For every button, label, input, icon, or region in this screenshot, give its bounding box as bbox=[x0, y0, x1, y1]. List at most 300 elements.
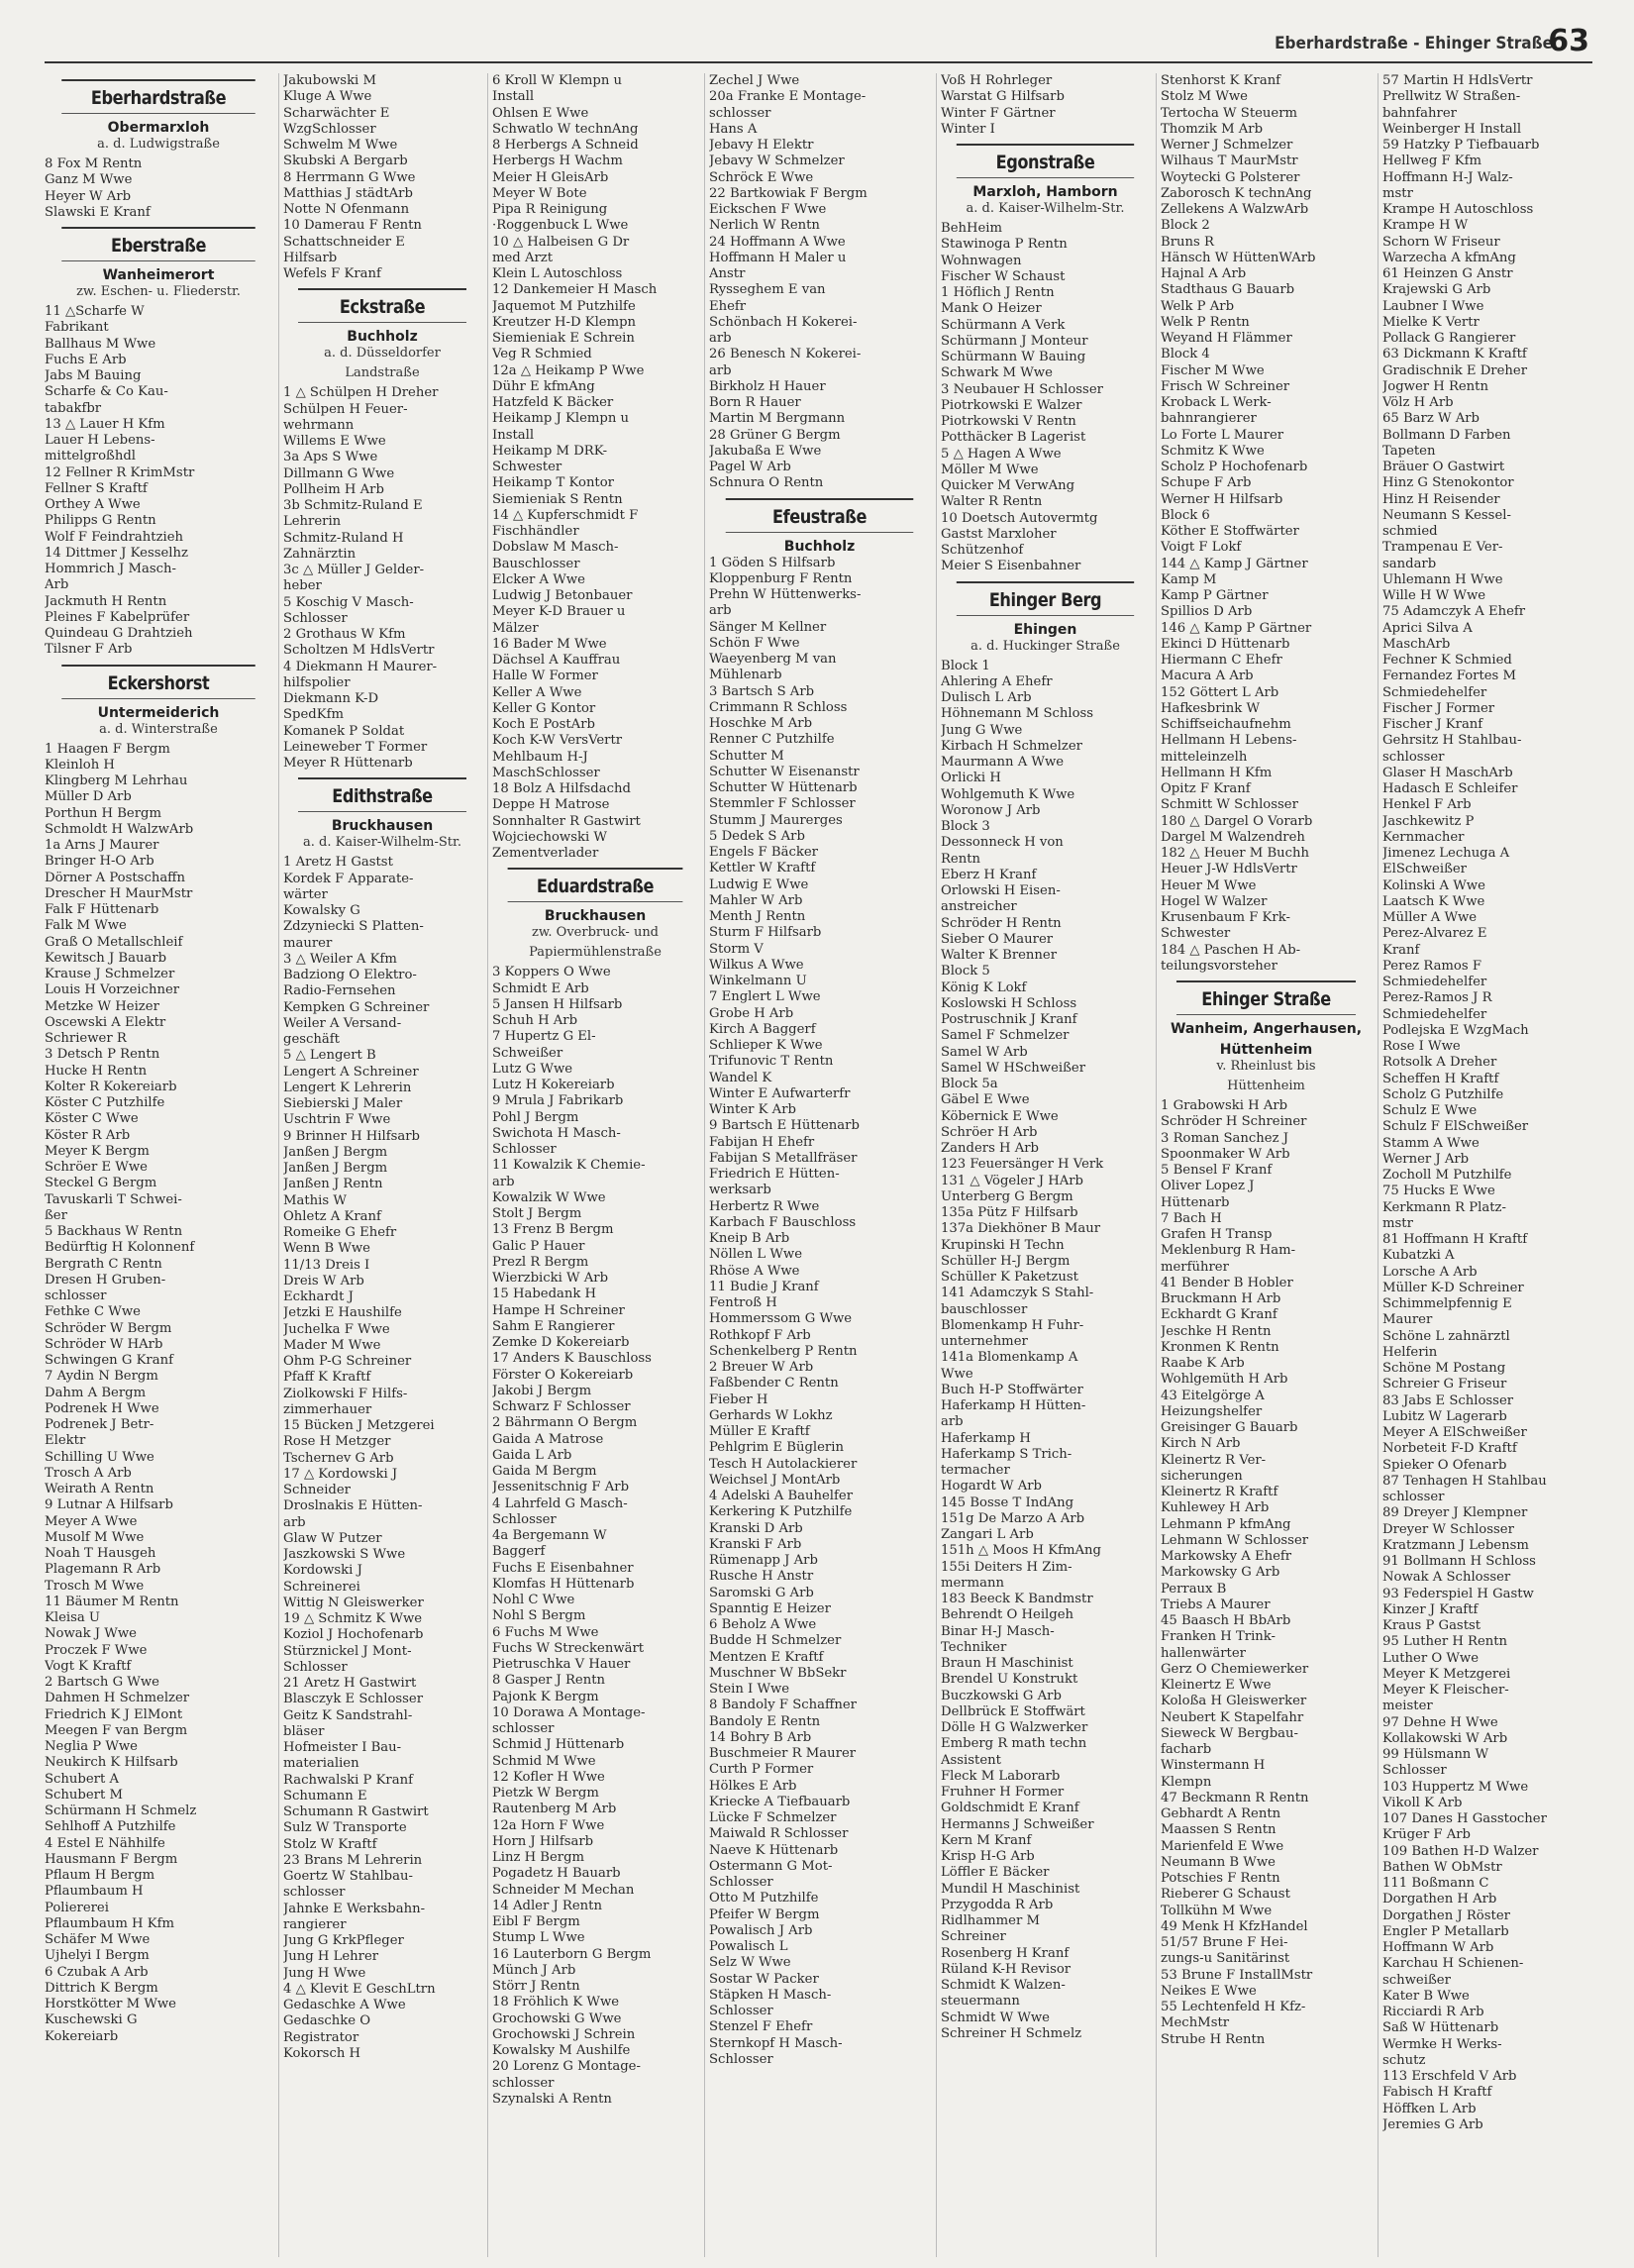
directory-entry: 152 Göttert L Arb bbox=[1161, 684, 1279, 700]
directory-entry: Goertz W Stahlbau- bbox=[283, 1869, 413, 1884]
directory-entry: Skubski A Bergarb bbox=[283, 154, 408, 169]
directory-entry: Nerlich W Rentn bbox=[709, 218, 820, 234]
directory-entry: Karchau H Schienen- bbox=[1382, 1956, 1524, 1972]
directory-entry: Podlejska E WzgMach bbox=[1382, 1022, 1529, 1038]
directory-entry: Graß O Metallschleif bbox=[45, 934, 183, 950]
directory-entry: Baggerf bbox=[492, 1544, 546, 1560]
directory-entry: Schwark M Wwe bbox=[941, 365, 1053, 381]
directory-entry: Kriecke A Tiefbauarb bbox=[709, 1794, 851, 1809]
directory-entry: Powalisch J Arb bbox=[709, 1922, 813, 1938]
directory-entry: anstreicher bbox=[941, 899, 1017, 915]
directory-entry: Laatsch K Wwe bbox=[1382, 893, 1485, 909]
directory-entry: 5 Backhaus W Rentn bbox=[45, 1224, 183, 1239]
directory-entry: Uschtrin F Wwe bbox=[283, 1112, 391, 1128]
directory-entry: mittelgroßhdl bbox=[45, 449, 136, 464]
directory-entry: Schimmelpfennig E bbox=[1382, 1296, 1512, 1311]
directory-entry: Tschernev G Arb bbox=[283, 1450, 394, 1466]
directory-entry: Buschmeier R Maurer bbox=[709, 1746, 857, 1761]
directory-entry: Kranski D Arb bbox=[709, 1520, 803, 1536]
directory-entry: Piotrkowski V Rentn bbox=[941, 414, 1076, 429]
directory-entry: Potthäcker B Lagerist bbox=[941, 430, 1086, 446]
directory-entry: Falk F Hüttenarb bbox=[45, 902, 159, 917]
directory-entry: Marienfeld E Wwe bbox=[1161, 1838, 1284, 1854]
directory-entry: Ujhelyi I Bergm bbox=[45, 1948, 150, 1964]
directory-entry: 5 Dedek S Arb bbox=[709, 828, 805, 844]
directory-entry: Block 1 bbox=[941, 658, 990, 673]
directory-entry: Swichota H Masch- bbox=[492, 1125, 621, 1141]
directory-entry: Buczkowski G Arb bbox=[941, 1688, 1062, 1703]
directory-entry: Louis H Vorzeichner bbox=[45, 982, 180, 998]
directory-entry: 144 △ Kamp J Gärtner bbox=[1161, 556, 1308, 571]
directory-entry: Karbach F Bauschloss bbox=[709, 1214, 857, 1230]
directory-entry: schutz bbox=[1382, 2052, 1426, 2068]
directory-entry: Assistent bbox=[941, 1752, 1001, 1768]
directory-entry: 1a Arns J Maurer bbox=[45, 838, 159, 853]
directory-entry: Eickschen F Wwe bbox=[709, 202, 827, 217]
directory-entry: Scholz P Hochofenarb bbox=[1161, 460, 1308, 474]
directory-entry: Lauer H Lebens- bbox=[45, 433, 155, 448]
directory-entry: Rose H Metzger bbox=[283, 1434, 391, 1450]
directory-entry: Schmoldt H WalzwArb bbox=[45, 821, 194, 837]
directory-entry: Gastst Marxloher bbox=[941, 526, 1057, 542]
directory-entry: 43 Eitelgörge A bbox=[1161, 1388, 1265, 1403]
directory-entry: Kern M Kranf bbox=[941, 1832, 1032, 1848]
directory-entry: Dobslaw M Masch- bbox=[492, 540, 619, 556]
directory-entry: Höhnemann M Schloss bbox=[941, 706, 1094, 722]
directory-entry: Neumann S Kessel- bbox=[1382, 507, 1511, 523]
directory-entry: 2 Bartsch G Wwe bbox=[45, 1675, 159, 1690]
directory-entry: Scholtzen M HdlsVertr bbox=[283, 643, 435, 659]
directory-entry: schmied bbox=[1382, 524, 1438, 539]
directory-entry: Rachwalski P Kranf bbox=[283, 1772, 413, 1788]
directory-entry: Wilkus A Wwe bbox=[709, 957, 804, 973]
directory-entry: Dahmen H Schmelzer bbox=[45, 1691, 190, 1706]
directory-entry: bahnrangierer bbox=[1161, 411, 1257, 427]
directory-entry: Schutter M bbox=[709, 748, 784, 764]
directory-entry: Prehn W Hüttenwerks- bbox=[709, 587, 862, 602]
directory-entry: Dorgathen J Röster bbox=[1382, 1907, 1510, 1923]
directory-entry: heber bbox=[283, 578, 322, 594]
directory-entry: Tilsner F Arb bbox=[45, 642, 133, 658]
directory-entry: Oliver Lopez J bbox=[1161, 1179, 1255, 1194]
directory-entry: Fieber H bbox=[709, 1392, 768, 1407]
directory-entry: Pollheim H Arb bbox=[283, 481, 384, 497]
directory-entry: Siemieniak E Schrein bbox=[492, 331, 635, 346]
directory-entry: Jeremies G Arb bbox=[1382, 2116, 1483, 2132]
directory-entry: Köster R Arb bbox=[45, 1127, 131, 1143]
directory-column bbox=[936, 73, 1150, 2257]
directory-entry: Menth J Rentn bbox=[709, 909, 806, 924]
directory-entry: Mühlenarb bbox=[709, 668, 782, 683]
directory-entry: Schenkelberg P Rentn bbox=[709, 1343, 858, 1359]
directory-entry: 151g De Marzo A Arb bbox=[941, 1510, 1085, 1526]
directory-entry: Schattschneider E bbox=[283, 234, 405, 250]
directory-entry: Fethke C Wwe bbox=[45, 1304, 141, 1320]
directory-entry: Jebavy H Elektr bbox=[709, 138, 814, 153]
directory-entry: 12a Horn F Wwe bbox=[492, 1817, 605, 1833]
directory-entry: Lengert K Lehrerin bbox=[283, 1080, 412, 1095]
directory-entry: Janßen J Bergm bbox=[283, 1144, 388, 1160]
directory-entry: ElSchweißer bbox=[1382, 862, 1467, 877]
directory-entry: Jung G Wwe bbox=[941, 722, 1023, 738]
directory-entry: Eckhardt J bbox=[283, 1289, 354, 1304]
directory-entry: 3 Detsch P Rentn bbox=[45, 1047, 160, 1063]
directory-entry: Scholz G Putzhilfe bbox=[1382, 1086, 1504, 1102]
directory-entry: 24 Hoffmann A Wwe bbox=[709, 234, 846, 250]
directory-entry: 15 Bücken J Metzgerei bbox=[283, 1418, 435, 1433]
directory-entry: schlosser bbox=[709, 105, 771, 121]
directory-entry: Budde H Schmelzer bbox=[709, 1633, 842, 1649]
directory-entry: Ballhaus M Wwe bbox=[45, 336, 156, 352]
directory-entry: Rose I Wwe bbox=[1382, 1039, 1461, 1054]
directory-entry: Lutz H Kokereiarb bbox=[492, 1078, 615, 1092]
directory-entry: Schüller H-J Bergm bbox=[941, 1253, 1071, 1269]
directory-entry: Ostermann G Mot- bbox=[709, 1858, 833, 1874]
directory-entry: Hommrich J Masch- bbox=[45, 562, 176, 576]
directory-entry: Jakubowski M bbox=[283, 73, 376, 88]
directory-entry: Fuchs E Eisenbahner bbox=[492, 1560, 634, 1576]
directory-entry: Fischer J Kranf bbox=[1382, 717, 1483, 732]
directory-entry: 151h △ Moos H KfmAng bbox=[941, 1543, 1101, 1559]
directory-entry: Winter F Gärtner bbox=[941, 105, 1056, 121]
directory-entry: Hilfsarb bbox=[283, 250, 338, 265]
directory-entry: Meyer K Metzgerei bbox=[1382, 1666, 1511, 1682]
directory-entry: Zahnärztin bbox=[283, 546, 357, 562]
directory-entry: Kempken G Schreiner bbox=[283, 999, 430, 1015]
directory-entry: Lorsche A Arb bbox=[1382, 1264, 1478, 1280]
directory-entry: Naeve K Hüttenarb bbox=[709, 1842, 839, 1858]
directory-entry: Fleck M Laborarb bbox=[941, 1768, 1061, 1784]
directory-entry: Neikes E Wwe bbox=[1161, 1983, 1257, 1999]
directory-entry: Bruckmann H Arb bbox=[1161, 1291, 1281, 1306]
directory-entry: Glaser H MaschArb bbox=[1382, 765, 1513, 780]
directory-entry: 26 Benesch N Kokerei- bbox=[709, 347, 862, 362]
directory-entry: Schwester bbox=[492, 460, 562, 474]
directory-entry: Welk P Rentn bbox=[1161, 314, 1250, 330]
directory-entry: Herbertz R Wwe bbox=[709, 1198, 820, 1214]
directory-entry: Weiler A Versand- bbox=[283, 1015, 402, 1031]
directory-entry: 97 Dehne H Wwe bbox=[1382, 1714, 1498, 1730]
directory-entry: Gäbel E Wwe bbox=[941, 1092, 1030, 1108]
directory-entry: Trosch M Wwe bbox=[45, 1578, 145, 1594]
directory-entry: 14 Dittmer J Kesselhz bbox=[45, 545, 188, 561]
directory-entry: Ziolkowski F Hilfs- bbox=[283, 1386, 408, 1401]
directory-entry: Haferkamp H Hütten- bbox=[941, 1398, 1086, 1413]
directory-entry: Löffler E Bäcker bbox=[941, 1865, 1050, 1881]
directory-entry: Schüller K Paketzust bbox=[941, 1270, 1078, 1285]
directory-entry: Blomenkamp H Fuhr- bbox=[941, 1317, 1084, 1333]
directory-entry: Herbergs H Wachm bbox=[492, 154, 623, 169]
directory-entry: 8 Herrmann G Wwe bbox=[283, 169, 416, 185]
directory-entry: Thomzik M Arb bbox=[1161, 121, 1264, 137]
directory-entry: Rhöse A Wwe bbox=[709, 1263, 800, 1279]
directory-entry: Nohl C Wwe bbox=[492, 1593, 575, 1607]
directory-entry: arb bbox=[283, 1514, 306, 1530]
directory-entry: Jaschkewitz P bbox=[1382, 813, 1475, 829]
page-header-title: Eberhardstraße - Ehinger Straße bbox=[1275, 34, 1553, 53]
directory-entry: unternehmer bbox=[941, 1334, 1028, 1349]
directory-entry: Welk P Arb bbox=[1161, 298, 1235, 314]
directory-entry: Schumann E bbox=[283, 1788, 367, 1804]
directory-entry: Schlosser bbox=[709, 2051, 773, 2067]
directory-entry: Laubner I Wwe bbox=[1382, 298, 1484, 314]
directory-entry: geschäft bbox=[283, 1032, 340, 1047]
directory-entry: Dillmann G Wwe bbox=[283, 465, 395, 481]
directory-entry: 12 Kofler H Wwe bbox=[492, 1769, 605, 1785]
directory-entry: 16 Lauterborn G Bergm bbox=[492, 1946, 652, 1962]
directory-entry: Schürmann A Verk bbox=[941, 317, 1066, 333]
directory-entry: Gerz O Chemiewerker bbox=[1161, 1661, 1309, 1677]
directory-entry: 47 Beckmann R Rentn bbox=[1161, 1790, 1309, 1805]
directory-entry: Schweißer bbox=[492, 1045, 563, 1061]
directory-entry: 75 Adamczyk A Ehefr bbox=[1382, 604, 1526, 620]
directory-entry: Ehefr bbox=[709, 298, 747, 314]
directory-entry: 5 △ Lengert B bbox=[283, 1048, 376, 1064]
directory-entry: Kleinertz E Wwe bbox=[1161, 1678, 1272, 1693]
directory-entry: Dittrich K Bergm bbox=[45, 1980, 158, 1996]
directory-entry: Krause J Schmelzer bbox=[45, 967, 175, 981]
directory-entry: Schmiedehelfer bbox=[1382, 1006, 1487, 1022]
directory-entry: Stein I Wwe bbox=[709, 1682, 790, 1697]
directory-entry: Kowalsky M Aushilfe bbox=[492, 2043, 631, 2058]
directory-entry: Block 4 bbox=[1161, 347, 1210, 362]
directory-entry: Kordek F Apparate- bbox=[283, 871, 414, 886]
directory-entry: Slawski E Kranf bbox=[45, 204, 151, 220]
directory-entry: Zechel J Wwe bbox=[709, 73, 800, 88]
directory-entry: 10 Dorawa A Montage- bbox=[492, 1704, 646, 1720]
directory-entry: Köster C Putzhilfe bbox=[45, 1095, 165, 1110]
directory-entry: Vikoll K Arb bbox=[1382, 1795, 1463, 1810]
directory-entry: Maiwald R Schlosser bbox=[709, 1826, 849, 1842]
directory-entry: Unterberg G Bergm bbox=[941, 1188, 1073, 1204]
directory-entry: Sehlhoff A Putzhilfe bbox=[45, 1819, 176, 1835]
directory-entry: Sonnhalter R Gastwirt bbox=[492, 813, 641, 829]
directory-entry: 8 Bandoly F Schaffner bbox=[709, 1698, 857, 1713]
directory-entry: 91 Bollmann H Schloss bbox=[1382, 1554, 1536, 1569]
directory-entry: Falk M Wwe bbox=[45, 918, 127, 934]
directory-entry: Bedürftig H Kolonnenf bbox=[45, 1240, 195, 1256]
directory-entry: Bringer H-O Arb bbox=[45, 854, 154, 870]
directory-entry: Jakubaßa E Wwe bbox=[709, 443, 822, 459]
directory-entry: 49 Menk H KfzHandel bbox=[1161, 1918, 1308, 1934]
directory-entry: Schlosser bbox=[1382, 1763, 1447, 1779]
directory-entry: Winter E Aufwarterfr bbox=[709, 1085, 851, 1101]
directory-entry: Engler P Metallarb bbox=[1382, 1923, 1509, 1939]
directory-entry: Eibl F Bergm bbox=[492, 1914, 580, 1929]
directory-entry: Kleinertz R Kraftf bbox=[1161, 1485, 1278, 1499]
directory-entry: Stadthaus G Bauarb bbox=[1161, 282, 1295, 298]
directory-entry: Hadasch E Schleifer bbox=[1382, 781, 1518, 796]
directory-entry: Kerkmann R Platz- bbox=[1382, 1199, 1506, 1215]
directory-entry: Jaszkowski S Wwe bbox=[283, 1547, 406, 1562]
directory-entry: 1 Haagen F Bergm bbox=[45, 741, 170, 757]
directory-entry: Spieker O Ofenarb bbox=[1382, 1457, 1507, 1473]
directory-entry: Rentn bbox=[941, 851, 981, 867]
directory-entry: Schlosser bbox=[492, 1142, 557, 1157]
directory-entry: Janßen J Rentn bbox=[283, 1177, 383, 1192]
directory-entry: Macura A Arb bbox=[1161, 669, 1254, 684]
directory-entry: Winter K Arb bbox=[709, 1102, 796, 1117]
directory-entry: Geitz K Sandstrahl- bbox=[283, 1707, 413, 1723]
directory-entry: 7 Englert L Wwe bbox=[709, 989, 821, 1005]
directory-entry: ßer bbox=[45, 1207, 67, 1223]
directory-entry: Podrenek H Wwe bbox=[45, 1400, 159, 1416]
directory-entry: Heuer J-W HdlsVertr bbox=[1161, 862, 1297, 877]
directory-entry: Hinz G Stenokontor bbox=[1382, 475, 1514, 491]
directory-entry: 11 Kowalzik K Chemie- bbox=[492, 1158, 646, 1174]
directory-entry: Rümenapp J Arb bbox=[709, 1553, 818, 1568]
directory-entry: Krisp H-G Arb bbox=[941, 1849, 1035, 1864]
header-rule bbox=[45, 61, 1592, 63]
street-location: a. d. Kaiser-Wilhelm-Str. bbox=[966, 201, 1125, 216]
directory-entry: 14 △ Kupferschmidt F bbox=[492, 507, 639, 523]
directory-entry: 182 △ Heuer M Buchh bbox=[1161, 846, 1310, 861]
directory-entry: Saromski G Arb bbox=[709, 1585, 814, 1600]
directory-entry: Schröer H Arb bbox=[941, 1124, 1038, 1140]
directory-entry: Gedaschke A Wwe bbox=[283, 1998, 406, 2012]
directory-entry: Tapeten bbox=[1382, 443, 1436, 459]
directory-entry: Bruns R bbox=[1161, 234, 1214, 250]
directory-entry: Schreier G Friseur bbox=[1382, 1377, 1507, 1392]
directory-entry: Grochowski G Wwe bbox=[492, 2010, 622, 2026]
directory-entry: Orlowski H Eisen- bbox=[941, 883, 1061, 898]
directory-entry: Arb bbox=[45, 577, 69, 593]
directory-entry: Radio-Fernsehen bbox=[283, 983, 396, 999]
directory-entry: 8 Herbergs A Schneid bbox=[492, 138, 639, 153]
directory-entry: Lehrerin bbox=[283, 514, 342, 530]
directory-entry: Stenhorst K Kranf bbox=[1161, 73, 1281, 88]
directory-entry: Schöne M Postang bbox=[1382, 1361, 1506, 1376]
directory-entry: Pflaumbaum H Kfm bbox=[45, 1915, 174, 1931]
directory-entry: Gehrsitz H Stahlbau- bbox=[1382, 733, 1522, 749]
district-name: Obermarxloh bbox=[107, 120, 210, 136]
street-location: Landstraße bbox=[345, 365, 420, 381]
directory-entry: Heikamp J Klempn u bbox=[492, 411, 629, 427]
directory-entry: Maassen S Rentn bbox=[1161, 1822, 1277, 1838]
directory-entry: 14 Adler J Rentn bbox=[492, 1898, 602, 1913]
directory-entry: Pflaumbaum H bbox=[45, 1884, 144, 1900]
directory-entry: 4a Bergemann W bbox=[492, 1528, 607, 1543]
directory-entry: Gerhards W Lokhz bbox=[709, 1407, 833, 1423]
directory-entry: Schlosser bbox=[709, 2004, 773, 2018]
directory-entry: Markowsky G Arb bbox=[1161, 1565, 1280, 1581]
district-name: Bruckhausen bbox=[544, 908, 647, 925]
directory-entry: Fabijan H Ehefr bbox=[709, 1134, 815, 1150]
directory-entry: 5 Jansen H Hilfsarb bbox=[492, 996, 623, 1012]
directory-entry: Braun H Maschinist bbox=[941, 1656, 1073, 1671]
directory-entry: WzgSchlosser bbox=[283, 121, 376, 137]
directory-entry: Jogwer H Rentn bbox=[1382, 378, 1488, 394]
directory-entry: Birkholz H Hauer bbox=[709, 378, 826, 394]
directory-entry: Rosenberg H Kranf bbox=[941, 1945, 1070, 1961]
directory-entry: 103 Huppertz M Wwe bbox=[1382, 1779, 1529, 1795]
directory-entry: Schwarz F Schlosser bbox=[492, 1399, 631, 1414]
directory-entry: Klomfas H Hüttenarb bbox=[492, 1576, 635, 1592]
directory-entry: Pagel W Arb bbox=[709, 460, 791, 474]
directory-entry: Fechner K Schmied bbox=[1382, 653, 1512, 668]
directory-entry: Ludwig J Betonbauer bbox=[492, 588, 633, 603]
directory-entry: Voß H Rohrleger bbox=[941, 73, 1053, 88]
directory-entry: Fabisch H Kraftf bbox=[1382, 2085, 1492, 2101]
directory-entry: 11 Budie J Kranf bbox=[709, 1279, 819, 1294]
directory-entry: Scharwächter E bbox=[283, 105, 390, 121]
directory-entry: Notte N Ofenmann bbox=[283, 202, 410, 217]
directory-entry: Saß W Hüttenarb bbox=[1382, 2020, 1499, 2036]
directory-entry: zungs-u Sanitärinst bbox=[1161, 1951, 1290, 1967]
directory-entry: Fernandez Fortes M bbox=[1382, 669, 1517, 684]
directory-entry: Spoonmaker W Arb bbox=[1161, 1146, 1290, 1162]
directory-entry: Koziol J Hochofenarb bbox=[283, 1627, 424, 1643]
directory-entry: 6 Kroll W Klempn u bbox=[492, 73, 623, 88]
directory-entry: Kerkering K Putzhilfe bbox=[709, 1504, 853, 1520]
directory-entry: 3 △ Weiler A Kfm bbox=[283, 951, 397, 967]
directory-entry: Gaida A Matrose bbox=[492, 1431, 604, 1447]
directory-entry: Trampenau E Ver- bbox=[1382, 540, 1503, 556]
directory-entry: Sieweck W Bergbau- bbox=[1161, 1725, 1298, 1741]
directory-entry: Halle W Former bbox=[492, 669, 598, 684]
directory-entry: 18 Bolz A Hilfsdachd bbox=[492, 781, 631, 796]
directory-entry: Raabe K Arb bbox=[1161, 1356, 1245, 1371]
directory-entry: Ganz M Wwe bbox=[45, 172, 133, 188]
directory-entry: Meegen F van Bergm bbox=[45, 1722, 188, 1738]
directory-entry: Schröer E Wwe bbox=[45, 1160, 148, 1175]
directory-entry: Schreinerei bbox=[283, 1579, 360, 1595]
directory-entry: Möller M Wwe bbox=[941, 462, 1039, 477]
directory-entry: Triebs A Maurer bbox=[1161, 1597, 1271, 1612]
directory-entry: Kleisa U bbox=[45, 1610, 101, 1625]
directory-entry: Hermanns J Schweißer bbox=[941, 1816, 1094, 1832]
directory-entry: Dreis W Arb bbox=[283, 1273, 364, 1289]
directory-entry: Zemke D Kokereiarb bbox=[492, 1335, 630, 1350]
directory-entry: Install bbox=[492, 89, 535, 105]
directory-entry: Behrendt O Heilgeh bbox=[941, 1607, 1074, 1623]
directory-entry: Kirbach H Schmelzer bbox=[941, 738, 1082, 754]
directory-entry: Bathen W ObMstr bbox=[1382, 1859, 1502, 1875]
directory-entry: Münch J Arb bbox=[492, 1962, 576, 1978]
directory-entry: Fischhändler bbox=[492, 524, 579, 539]
directory-entry: Hellweg F Kfm bbox=[1382, 154, 1482, 169]
directory-entry: Pipa R Reinigung bbox=[492, 202, 608, 217]
directory-entry: Block 6 bbox=[1161, 507, 1210, 523]
directory-entry: Schubert M bbox=[45, 1787, 123, 1803]
directory-entry: Wwe bbox=[941, 1366, 973, 1382]
directory-entry: med Arzt bbox=[492, 250, 554, 265]
directory-entry: 99 Hülsmann W bbox=[1382, 1747, 1489, 1762]
directory-entry: Leineweber T Former bbox=[283, 739, 428, 755]
directory-entry: 180 △ Dargel O Vorarb bbox=[1161, 813, 1313, 829]
directory-entry: Pflaum H Bergm bbox=[45, 1868, 155, 1883]
directory-entry: Schmidt K Walzen- bbox=[941, 1978, 1066, 1993]
directory-entry: Hampe H Schreiner bbox=[492, 1302, 625, 1318]
directory-entry: Jung H Lehrer bbox=[283, 1949, 379, 1965]
district-name: Wanheim, Angerhausen, bbox=[1170, 1021, 1363, 1037]
directory-entry: Scheffen H Kraftf bbox=[1382, 1071, 1499, 1086]
directory-entry: 19 △ Schmitz K Wwe bbox=[283, 1611, 423, 1626]
directory-entry: 12 Fellner R KrimMstr bbox=[45, 464, 195, 480]
directory-entry: Krampe H W bbox=[1382, 218, 1469, 234]
directory-entry: Metzke W Heizer bbox=[45, 998, 159, 1014]
directory-entry: Meyer R Hüttenarb bbox=[283, 756, 413, 771]
directory-entry: Schutter W Hüttenarb bbox=[709, 780, 858, 795]
directory-entry: 23 Brans M Lehrerin bbox=[283, 1852, 423, 1868]
directory-column bbox=[278, 73, 481, 2257]
directory-entry: Uhlemann H Wwe bbox=[1382, 571, 1503, 587]
street-heading: Eckershorst bbox=[61, 665, 255, 699]
directory-entry: 12 Dankemeier H Masch bbox=[492, 282, 658, 298]
directory-entry: Schmid M Wwe bbox=[492, 1753, 596, 1769]
directory-entry: 16 Bader M Wwe bbox=[492, 636, 607, 652]
directory-entry: Fuchs E Arb bbox=[45, 352, 127, 367]
